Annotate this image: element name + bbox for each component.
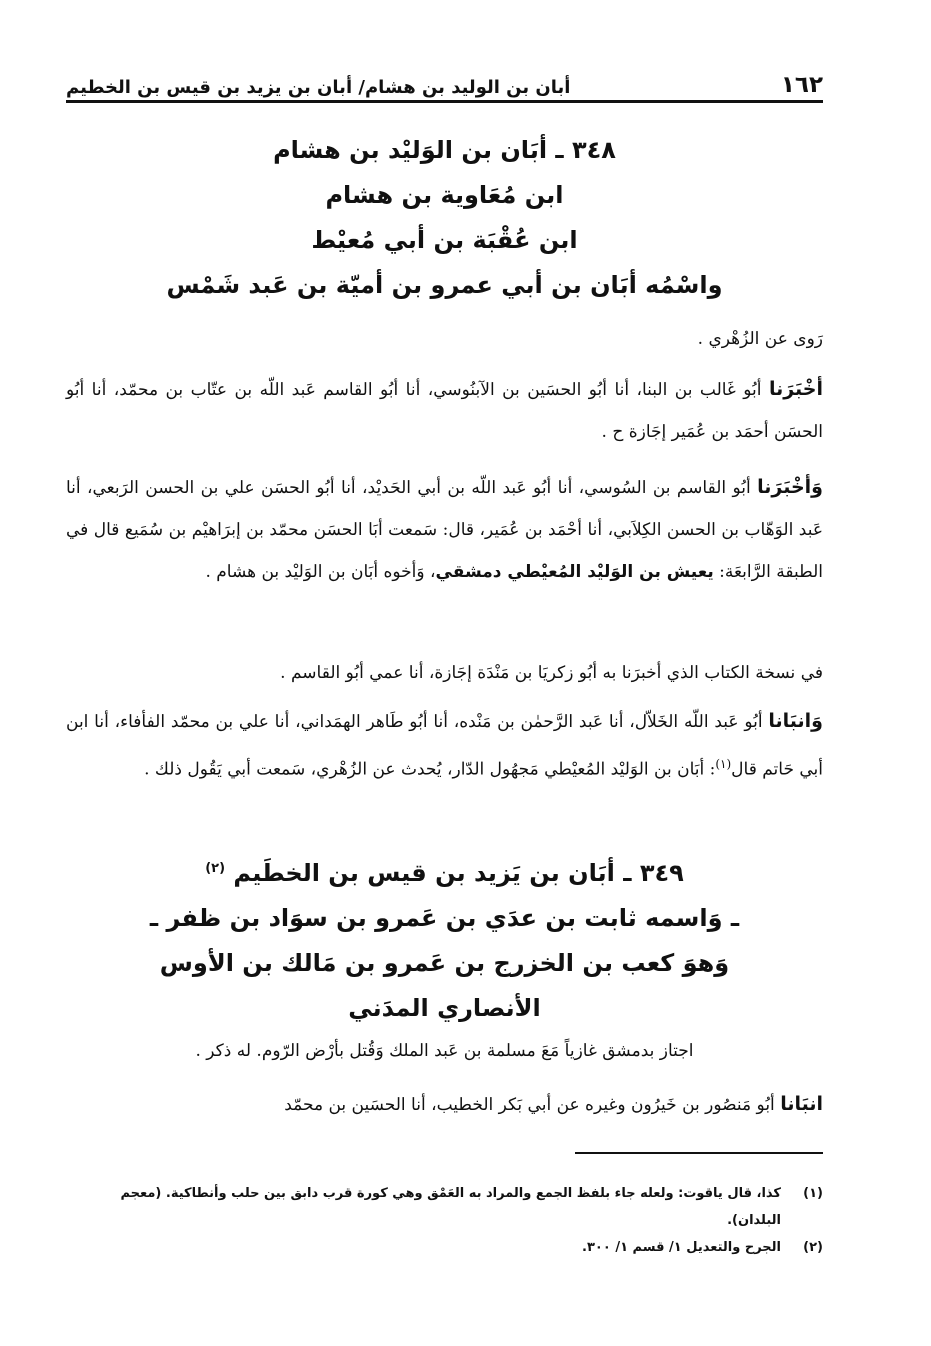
- footnote-reference[interactable]: (٢): [205, 861, 226, 876]
- entry-349-heading-line: [66, 846, 823, 896]
- header-rule: [66, 100, 823, 103]
- isnad-bold-phrase: يعيش بن الوَليْد المُعيْطي دمشقي: [435, 562, 714, 582]
- isnad-lead-word: أخْبَرَنا: [768, 378, 823, 400]
- isnad-lead-word: انبَانا: [780, 1093, 823, 1115]
- footnote-number: (١): [803, 1186, 823, 1201]
- footnote-number: (٢): [803, 1240, 823, 1255]
- footnote-text: الجرح والتعديل ١/ قسم ١/ ٣٠٠.: [582, 1240, 781, 1255]
- footnote: [66, 1180, 823, 1234]
- isnad-text: أبُو غَالب بن البنا، أنا أبُو الحسَين بن الآبنُوسي، أنا أبُو القاسم عَبد اللّه بن عتّاب بن محمّد، أنا أبُو الحسَن أحمَد بن عُمَير إجَازة ح .: [66, 380, 823, 442]
- footnote: [66, 1234, 823, 1261]
- isnad-lead-word: وَانبَانا: [768, 710, 823, 732]
- entry-349-heading: [66, 846, 823, 1031]
- footnote-rule: [575, 1152, 823, 1154]
- entry-349-heading-line: وَهوَ كعب بن الخزرج بن عَمرو بن مَالك بن الأوس: [159, 949, 730, 977]
- footnotes: [66, 1180, 823, 1261]
- footnote-reference[interactable]: (١): [715, 757, 732, 771]
- isnad-lead-word: وَأخْبَرَنا: [757, 476, 823, 498]
- entry-348-heading-line: واسْمُه أبَان بن أبي عمرو بن أميّة بن عَبد شَمْس: [166, 271, 723, 299]
- running-header: [66, 62, 823, 98]
- entry-348-isnad-1: [66, 368, 823, 453]
- entry-349-isnad: [66, 1083, 823, 1126]
- entry-349-ijtaz: اجتاز بدمشق غازياً مَعَ مسلمة بن عَبد الملك وَقُتل بأرْض الرّوم. له ذكر .: [195, 1041, 694, 1061]
- footnote-text: كذا، قال ياقوت: ولعله جاء بلفظ الجمع والمراد به العَمْق وهي كورة قرب دابق بين حلب وأنطاكية. (معجم البلدان).: [120, 1186, 781, 1228]
- entry-348-heading-line: ٣٤٨ ـ أبَان بن الوَليْد بن هشام: [273, 136, 616, 164]
- entry-349-title: ٣٤٩ ـ أبَان بن يَزيد بن قيس بن الخطَيم: [233, 859, 684, 887]
- isnad-text: : أبَان بن الوَليْد المُعيْطي مَجهُول الدّار، يُحدث عن الزُهْري، سَمعت أبي يَقُول ذلك .: [144, 759, 716, 780]
- isnad-text: أبُو مَنصُور بن خَيرُون وغيره عن أبي بَكر الخطيب، أنا الحسَين بن محمّد: [284, 1095, 781, 1115]
- page-number: ١٦٢: [780, 72, 823, 98]
- entry-348-heading-line: ابن مُعَاوية بن هشام: [325, 181, 564, 209]
- entry-348-heading: [66, 128, 823, 308]
- running-title: أبان بن الوليد بن هشام/ أبان بن يزيد بن قيس بن الخطيم: [66, 77, 571, 98]
- entry-349-heading-line: ـ وَاسمه ثابت بن عدَي بن عَمرو بن سوَاد بن ظفر ـ: [149, 904, 740, 932]
- isnad-text: ، وَأخوه أبَان بن الوَليْد بن هشام .: [205, 562, 436, 582]
- entry-348-heading-line: ابن عُقْبَة بن أبي مُعيْط: [311, 226, 578, 254]
- isnad-text: أبُو عَبد اللّه الخَلاّل، أنا عَبد الرَّحمٰن بن مَنْده، أنا أبُو طَاهر الهمَداني، أنا علي بن محمّد الفأفاء، أنا ابن أبي حَاتم قال: [66, 712, 823, 780]
- isnad-text: أبُو القاسم بن السُوسي، أنا أبُو عَبد اللّه بن أبي الحَديْد، أنا أبُو الحسَن علي بن الحسن الرَبعي، أنا عَبد الوَهّاب بن الحسن الكِلاَبي، أنا أحْمَد بن عُمَير، قال: سَمعت أبَا الحسَن محمّد بن إبرَاهيْم بن سُمَيع قال في الطبقة الرَّابعَة:: [66, 478, 823, 582]
- entry-348-isnad-3: [66, 700, 823, 791]
- entry-348-nuskha: في نسخة الكتاب الذي أخبرَنا به أبُو زكريَا بن مَنْدَة إجَازة، أنا عمي أبُو القاسم .: [280, 663, 823, 683]
- entry-349-heading-line: الأنصاري المدَني: [348, 994, 541, 1022]
- entry-348-rawa: رَوى عن الزُهْري .: [697, 329, 823, 349]
- entry-348-isnad-2: [66, 466, 823, 593]
